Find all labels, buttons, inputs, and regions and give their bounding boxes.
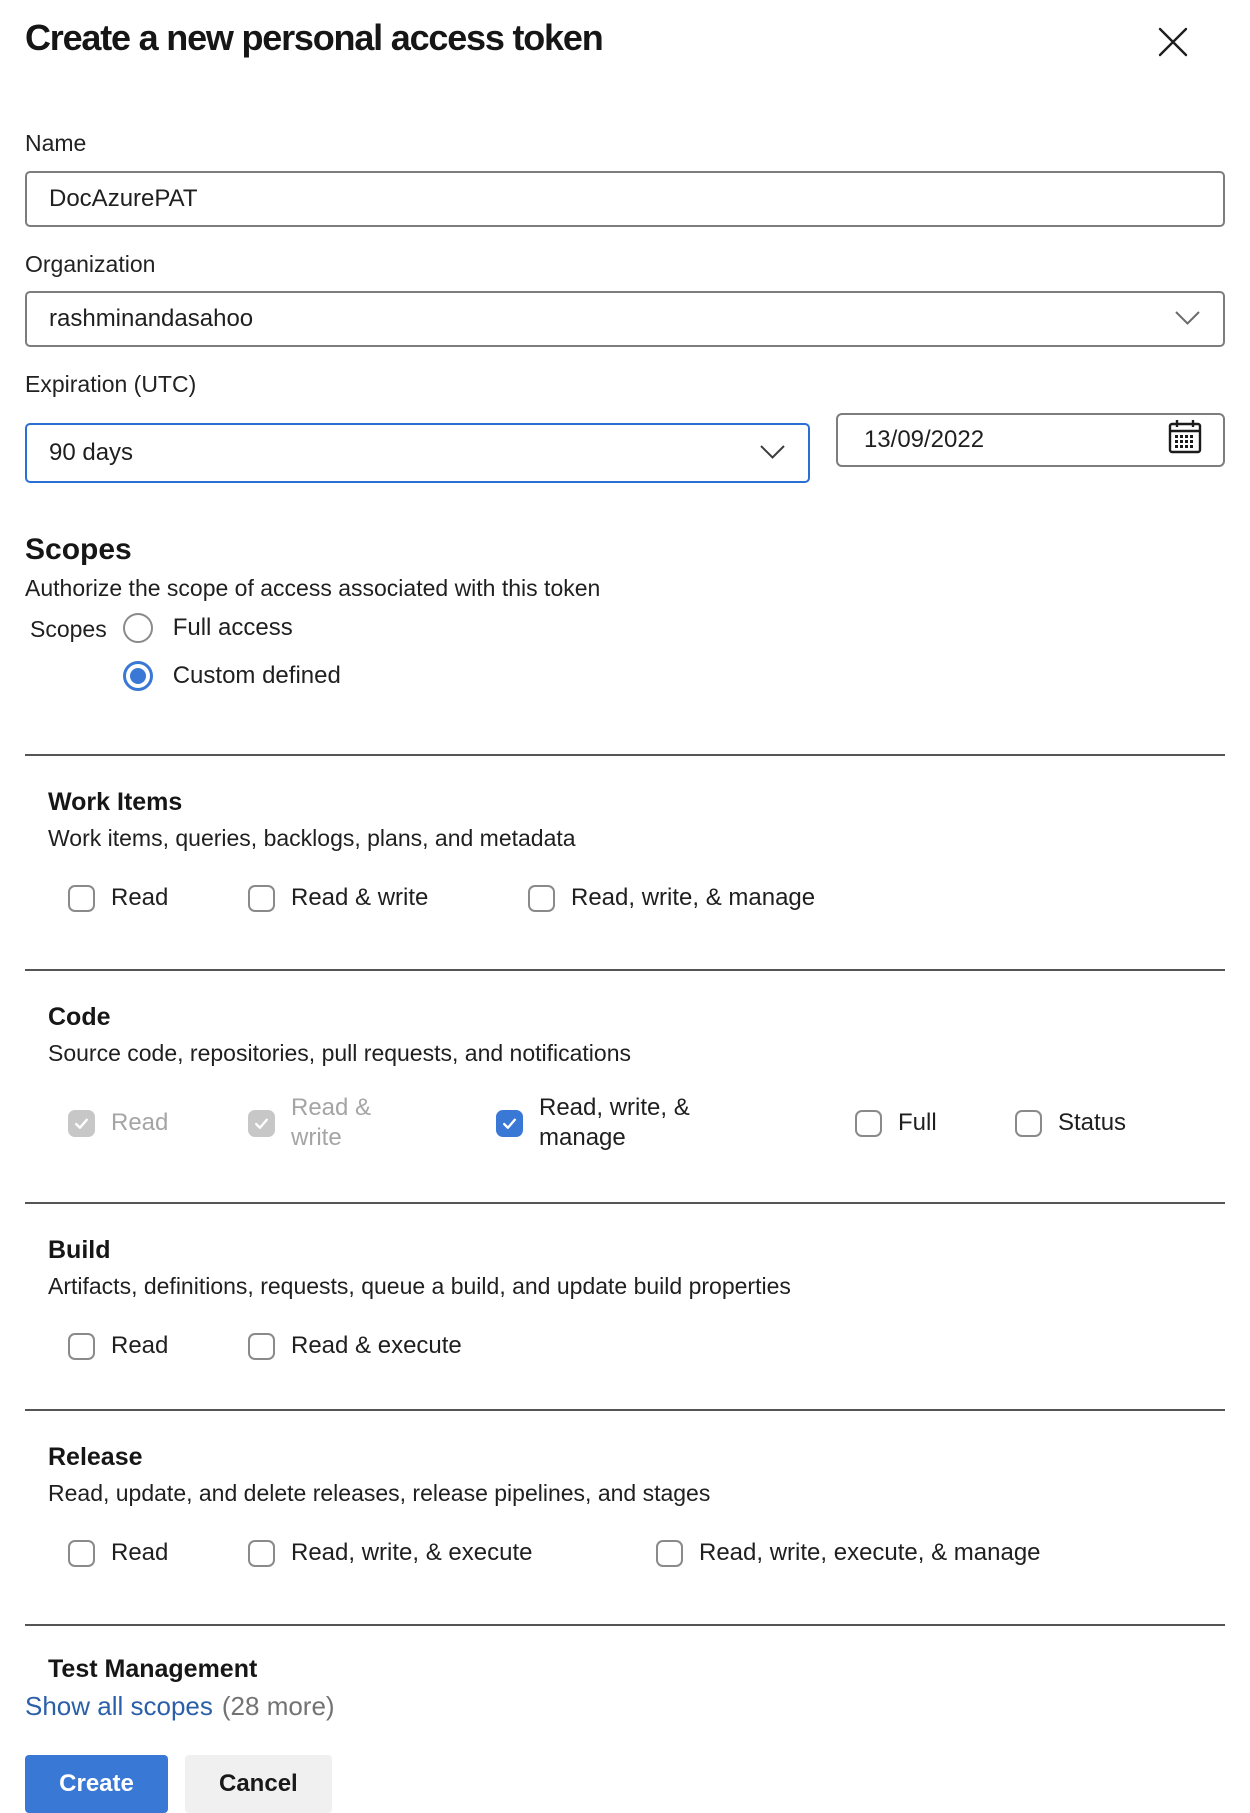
scopes-radio-group-label: Scopes: [30, 616, 107, 642]
checkbox-label: Read: [111, 1539, 169, 1566]
page-title: Create a new personal access token: [25, 17, 603, 58]
checkbox-workitems-read-write-manage[interactable]: [528, 883, 815, 913]
scopes-description: Authorize the scope of access associated with this token: [25, 575, 601, 601]
show-all-scopes-row: [25, 1691, 1225, 1722]
checkbox-release-read[interactable]: [68, 1538, 248, 1568]
checkbox-icon: [1015, 1110, 1042, 1137]
checkbox-icon: [248, 885, 275, 912]
checkbox-label: Read & write: [291, 884, 429, 911]
check-icon: [253, 1115, 270, 1132]
checkbox-label: Read, write, execute, & manage: [699, 1539, 1041, 1566]
checkbox-row: [68, 882, 1225, 914]
expiration-label: Expiration (UTC): [25, 371, 197, 397]
section-title: Test Management: [48, 1655, 258, 1683]
more-scopes-count: (28 more): [221, 1691, 335, 1721]
checkbox-code-read[interactable]: [68, 1108, 248, 1138]
scopes-radio-group: [25, 612, 1225, 708]
radio-full-access[interactable]: [123, 612, 341, 644]
checkbox-icon: [248, 1333, 275, 1360]
checkbox-release-read-write-execute[interactable]: [248, 1538, 656, 1568]
checkbox-icon: [248, 1110, 275, 1137]
checkbox-row: [68, 1537, 1225, 1569]
check-icon: [73, 1115, 90, 1132]
checkbox-code-full[interactable]: [855, 1108, 1015, 1138]
checkbox-icon: [68, 1540, 95, 1567]
radio-label: Full access: [172, 614, 293, 641]
chevron-down-icon: [1174, 305, 1201, 333]
section-description: Artifacts, definitions, requests, queue a build, and update build properties: [48, 1273, 791, 1299]
checkbox-icon: [528, 885, 555, 912]
section-title: Work Items: [48, 788, 183, 816]
section-code: [25, 1003, 1225, 1153]
radio-icon: [123, 661, 153, 691]
cancel-button[interactable]: Cancel: [185, 1755, 332, 1813]
section-title: Build: [48, 1236, 111, 1264]
checkbox-label: Read: [111, 1109, 169, 1136]
checkbox-row: [68, 1093, 1225, 1153]
checkbox-code-status[interactable]: [1015, 1108, 1126, 1138]
radio-icon: [123, 613, 153, 643]
name-input[interactable]: [25, 171, 1225, 227]
checkbox-workitems-read[interactable]: [68, 883, 248, 913]
radio-custom-defined[interactable]: [123, 660, 341, 692]
divider: [25, 1624, 1225, 1626]
section-title: Code: [48, 1003, 111, 1031]
checkbox-build-read-execute[interactable]: [248, 1331, 462, 1361]
show-all-scopes-link[interactable]: Show all scopes: [25, 1691, 213, 1721]
checkbox-icon: [855, 1110, 882, 1137]
checkbox-label: Read & write: [291, 1094, 372, 1151]
checkbox-release-read-write-execute-manage[interactable]: [656, 1538, 1041, 1568]
section-title: Release: [48, 1443, 143, 1471]
section-test-management-clipped: [25, 1655, 1225, 1683]
checkbox-row: [68, 1330, 1225, 1362]
expiration-duration-select[interactable]: [25, 423, 810, 483]
checkbox-label: Read: [111, 884, 169, 911]
checkbox-label: Read, write, & execute: [291, 1539, 533, 1566]
checkbox-code-read-write[interactable]: [248, 1093, 496, 1153]
expiration-duration-value: 90 days: [49, 439, 134, 466]
section-description: Work items, queries, backlogs, plans, and metadata: [48, 825, 576, 851]
check-icon: [501, 1115, 518, 1132]
section-description: Source code, repositories, pull requests, and notifications: [48, 1040, 631, 1066]
checkbox-build-read[interactable]: [68, 1331, 248, 1361]
checkbox-icon: [248, 1540, 275, 1567]
divider: [25, 754, 1225, 756]
dialog-actions: [25, 1755, 1225, 1813]
section-build: [25, 1236, 1225, 1362]
radio-label: Custom defined: [172, 662, 341, 689]
checkbox-label: Read, write, & manage: [539, 1094, 690, 1151]
section-release: [25, 1443, 1225, 1569]
chevron-down-icon: [759, 439, 786, 467]
divider: [25, 1202, 1225, 1204]
scopes-heading: Scopes: [25, 533, 132, 566]
checkbox-label: Full: [898, 1109, 937, 1136]
organization-selected-value: rashminandasahoo: [49, 305, 254, 332]
name-label: Name: [25, 130, 87, 156]
divider: [25, 1409, 1225, 1411]
expiration-date-field[interactable]: [836, 413, 1225, 467]
expiration-date-value: 13/09/2022: [863, 426, 985, 453]
checkbox-icon: [656, 1540, 683, 1567]
checkbox-workitems-read-write[interactable]: [248, 883, 528, 913]
checkbox-label: Read: [111, 1332, 169, 1359]
checkbox-icon: [68, 1110, 95, 1137]
close-button[interactable]: [1154, 24, 1192, 62]
close-icon: [1156, 25, 1190, 62]
create-button[interactable]: Create: [25, 1755, 168, 1813]
scopes-radio-options: [123, 612, 341, 708]
checkbox-icon: [496, 1110, 523, 1137]
checkbox-icon: [68, 885, 95, 912]
organization-select[interactable]: [25, 291, 1225, 347]
checkbox-icon: [68, 1333, 95, 1360]
divider: [25, 969, 1225, 971]
expiration-row: [25, 410, 1225, 483]
calendar-icon[interactable]: [1167, 418, 1203, 463]
organization-label: Organization: [25, 251, 156, 277]
checkbox-code-read-write-manage[interactable]: [496, 1093, 855, 1153]
checkbox-label: Status: [1058, 1109, 1127, 1136]
section-work-items: [25, 788, 1225, 914]
checkbox-label: Read & execute: [291, 1332, 462, 1359]
section-description: Read, update, and delete releases, release pipelines, and stages: [48, 1480, 711, 1506]
checkbox-label: Read, write, & manage: [571, 884, 816, 911]
